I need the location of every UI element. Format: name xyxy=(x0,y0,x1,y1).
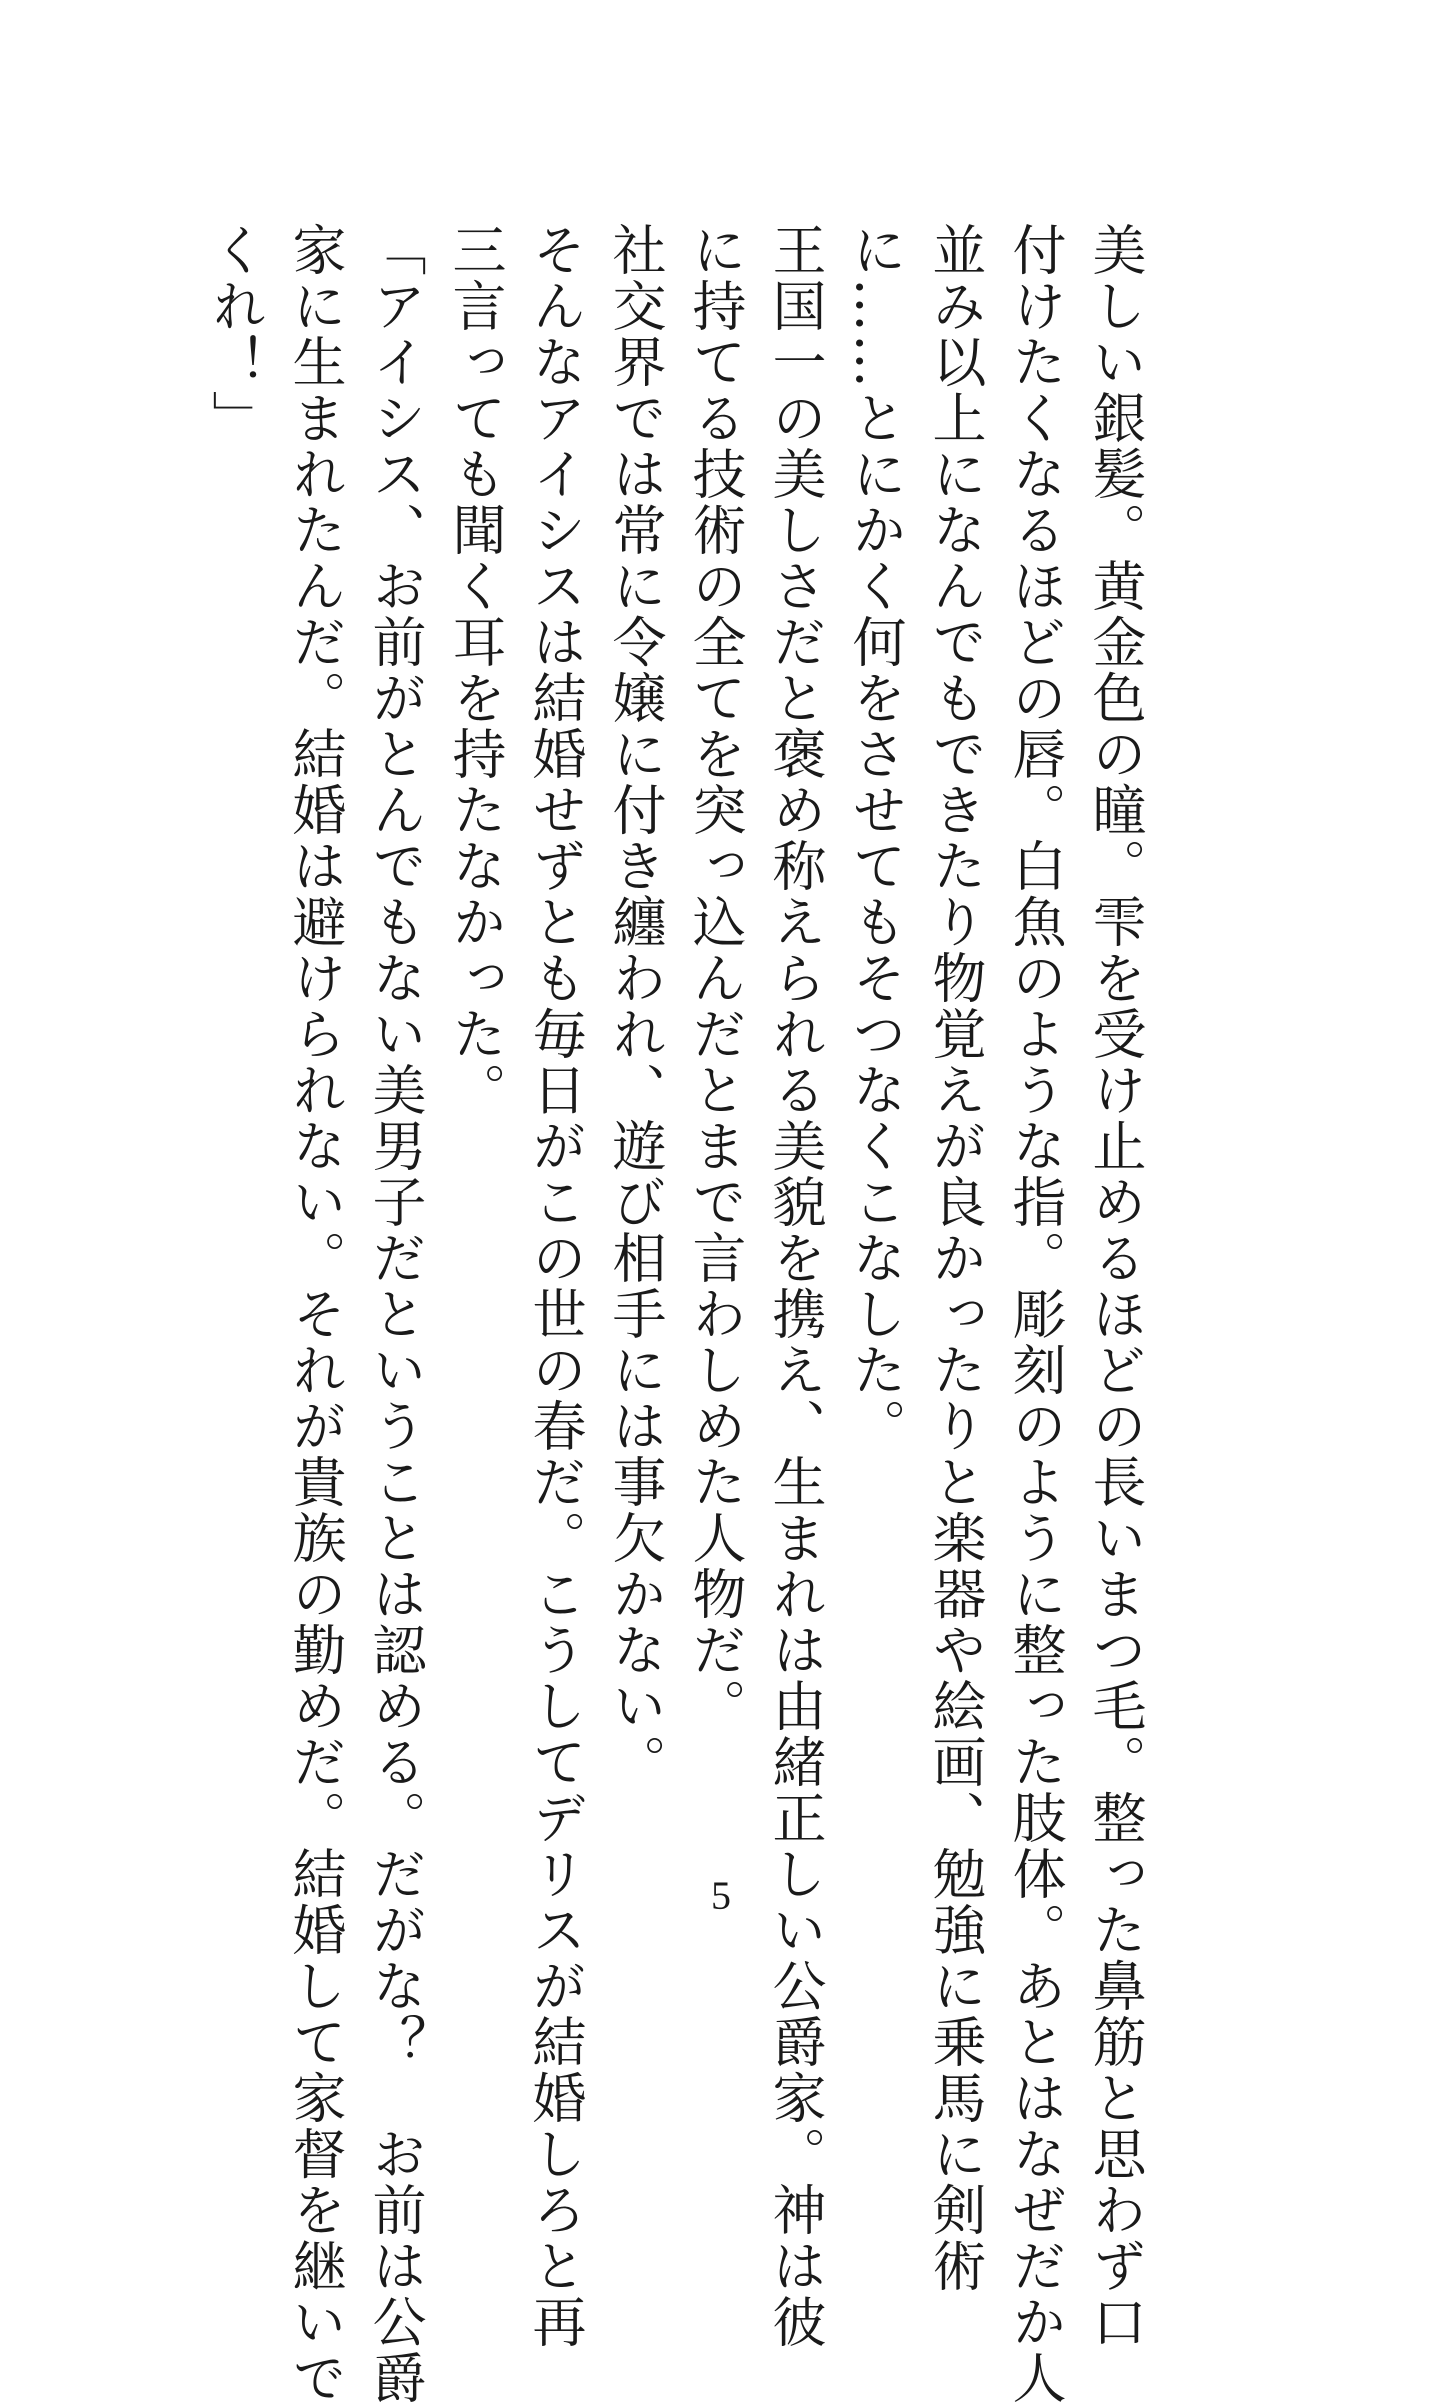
text-line-4: に……とにかく何をさせてもそつなくこなした。 xyxy=(844,222,907,1454)
text-line-11: 家に生まれたんだ。結婚は避けられない。それが貴族の勤めだ。結婚して家督を継いで xyxy=(284,222,347,2406)
text-line-10: 「アイシス、お前がとんでもない美男子だということは認める。だがな？ お前は公爵 xyxy=(364,222,427,2406)
page-number: 5 xyxy=(711,1873,731,1918)
text-line-5: 王国一の美しさだと褒め称えられる美貌を携え、生まれは由緒正しい公爵家。神は彼 xyxy=(764,222,827,2350)
text-line-7: 社交界では常に令嬢に付き纏われ、遊び相手には事欠かない。 xyxy=(604,222,667,1790)
text-line-8: そんなアイシスは結婚せずとも毎日がこの世の春だ。こうしてデリスが結婚しろと再 xyxy=(524,222,587,2350)
text-line-2: 付けたくなるほどの唇。白魚のような指。彫刻のように整った肢体。あとはなぜだか人 xyxy=(1004,222,1067,2406)
vertical-text-block xyxy=(0,222,1442,2406)
text-line-3: 並み以上になんでもできたり物覚えが良かったりと楽器や絵画、勉強に乗馬に剣術 xyxy=(924,222,987,2294)
text-line-9: 三言っても聞く耳を持たなかった。 xyxy=(444,222,507,1118)
text-line-1: 美しい銀髪。黄金色の瞳。雫を受け止めるほどの長いまつ毛。整った鼻筋と思わず口 xyxy=(1084,222,1147,2350)
text-line-6: に持てる技術の全てを突っ込んだとまで言わしめた人物だ。 xyxy=(684,222,747,1734)
text-line-12: くれ！」 xyxy=(204,222,267,446)
